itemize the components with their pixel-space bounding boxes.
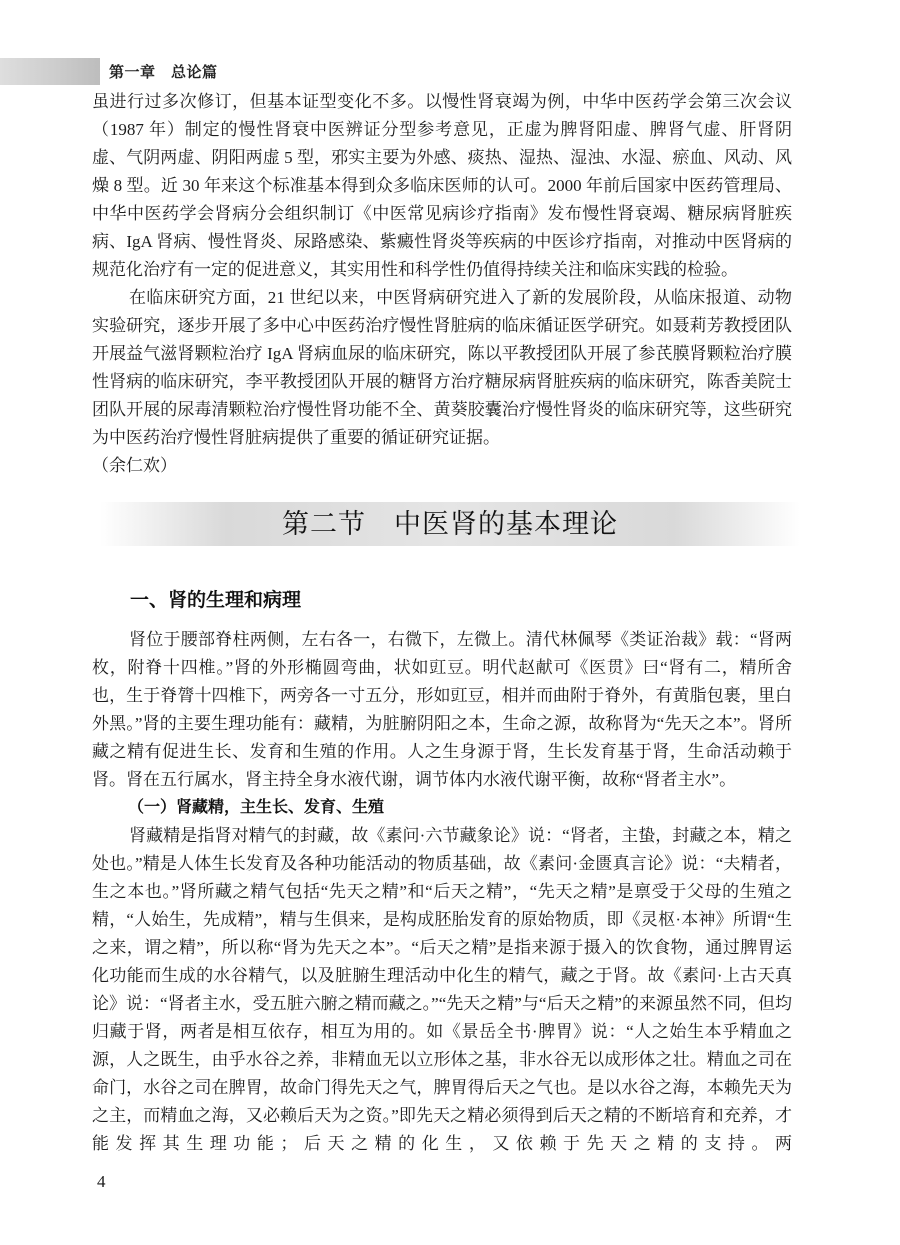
- body-paragraph: 虽进行过多次修订，但基本证型变化不多。以慢性肾衰竭为例，中华中医药学会第三次会议（1987 年）制定的慢性肾衰中医辨证分型参考意见，正虚为脾肾阳虚、脾肾气虚、肝肾阴虚、气阴两虚、阴阳两虚 5 型，邪实主要为外感、痰热、湿热、湿浊、水湿、瘀血、风动、风燥 8 型。近 30 年来这个标准基本得到众多临床医师的认可。2000 年前后国家中医药管理局、中华中医药学会肾病分会组织制订《中医常见病诊疗指南》发布慢性肾衰竭、糖尿病肾脏疾病、IgA 肾病、慢性肾炎、尿路感染、紫癜性肾炎等疾病的中医诊疗指南，对推动中医肾病的规范化治疗有一定的促进意义，其实用性和科学性仍值得持续关注和临床实践的检验。: [92, 92, 792, 279]
- running-head: [0, 58, 218, 85]
- page-number: 4: [97, 1172, 106, 1191]
- section-title-band: [100, 502, 800, 546]
- running-head-bar: [0, 58, 100, 85]
- body-paragraph: 在临床研究方面，21 世纪以来，中医肾病研究进入了新的发展阶段，从临床报道、动物实验研究，逐步开展了多中心中医药治疗慢性肾脏病的临床循证医学研究。如聂莉芳教授团队开展益气滋肾颗粒治疗 IgA 肾病血尿的临床研究，陈以平教授团队开展了参芪膜肾颗粒治疗膜性肾病的临床研究，李平教授团队开展的糖肾方治疗糖尿病肾脏疾病的临床研究，陈香美院士团队开展的尿毒清颗粒治疗慢性肾功能不全、黄葵胶囊治疗慢性肾炎的临床研究等，这些研究为中医药治疗慢性肾脏病提供了重要的循证研究证据。: [92, 288, 792, 447]
- chapter-title: 第一章 总论篇: [109, 64, 218, 81]
- section-title: 第二节 中医肾的基本理论: [282, 509, 618, 539]
- item-heading: （一）肾藏精，主生长、发育、生殖: [128, 799, 385, 816]
- body-paragraph: 肾位于腰部脊柱两侧，左右各一，右微下，左微上。清代林佩琴《类证治裁》载：“肾两枚，附脊十四椎。”肾的外形椭圆弯曲，状如豇豆。明代赵献可《医贯》曰“肾有二，精所舍也，生于脊膂十四椎下，两旁各一寸五分，形如豇豆，相并而曲附于脊外，有黄脂包裹，里白外黑。”肾的主要生理功能有：藏精，为脏腑阴阳之本，生命之源，故称肾为“先天之本”。肾所藏之精有促进生长、发育和生殖的作用。人之生身源于肾，生长发育基于肾，生命活动赖于肾。肾在五行属水，肾主持全身水液代谢，调节体内水液代谢平衡，故称“肾者主水”。: [92, 630, 792, 789]
- body-paragraph: 肾藏精是指肾对精气的封藏，故《素问·六节藏象论》说：“肾者，主蛰，封藏之本，精之处也。”精是人体生长发育及各种功能活动的物质基础，故《素问·金匮真言论》说：“夫精者，生之本也。”肾所藏之精气包括“先天之精”和“后天之精”，“先天之精”是禀受于父母的生殖之精，“人始生，先成精”，精与生俱来，是构成胚胎发育的原始物质，即《灵枢·本神》所谓“生之来，谓之精”，所以称“肾为先天之本”。“后天之精”是指来源于摄入的饮食物，通过脾胃运化功能而生成的水谷精气，以及脏腑生理活动中化生的精气，藏之于肾。故《素问·上古天真论》说：“肾者主水，受五脏六腑之精而藏之。”“先天之精”与“后天之精”的来源虽然不同，但均归藏于肾，两者是相互依存，相互为用的。如《景岳全书·脾胃》说：“人之始生本乎精血之源，人之既生，由乎水谷之养，非精血无以立形体之基，非水谷无以成形体之壮。精血之司在命门，水谷之司在脾胃，故命门得先天之气，脾胃得后天之气也。是以水谷之海，本赖先天为之主，而精血之海，又必赖后天为之资。”即先天之精必须得到后天之精的不断培育和充养，才能发挥其生理功能；后天之精的化生，又依赖于先天之精的支持。两: [92, 826, 792, 1153]
- subsection-heading: 一、肾的生理和病理: [130, 590, 302, 611]
- author-byline: （余仁欢）: [92, 456, 177, 475]
- text-column: [92, 88, 792, 1194]
